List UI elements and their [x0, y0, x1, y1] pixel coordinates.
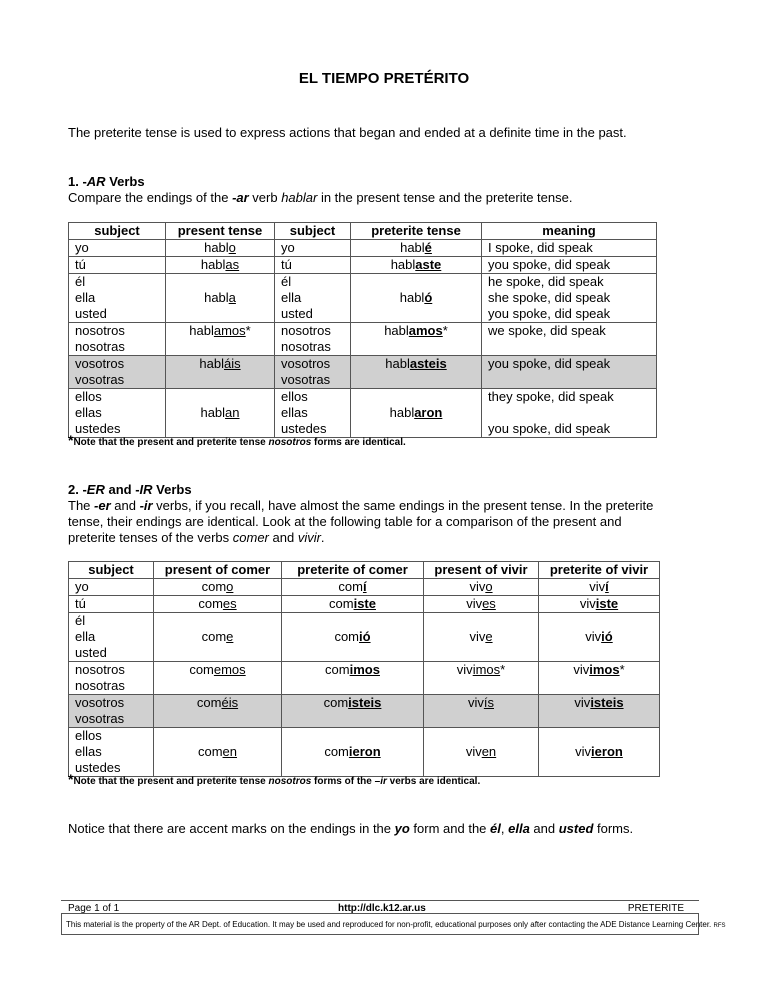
section2-heading-rest: Verbs	[152, 482, 192, 497]
meaning-cell	[482, 389, 657, 438]
stem: viv	[585, 629, 602, 644]
preterite-cell	[351, 356, 482, 389]
subject-line: nosotros	[281, 323, 331, 338]
note-text: verbs are identical.	[386, 776, 481, 787]
footer-rule	[61, 900, 699, 901]
subject-cell	[69, 323, 166, 356]
meaning-cell: I spoke, did speak	[482, 240, 657, 257]
preterite-cell	[351, 323, 482, 356]
table-row	[69, 389, 657, 438]
present-comer-cell	[154, 596, 282, 613]
subject-line: usted	[75, 306, 107, 321]
table-row	[69, 596, 660, 613]
asterisk: *	[442, 323, 448, 338]
table-row	[69, 613, 660, 662]
subject-line: él	[75, 613, 86, 628]
stem: habl	[389, 405, 415, 420]
subject-line: ellos	[75, 389, 102, 404]
footer-url[interactable]: http://dlc.k12.ar.us	[338, 903, 426, 914]
accent-text: form and the	[409, 821, 491, 836]
preterite-vivir-cell	[539, 596, 660, 613]
subject-line: ustedes	[75, 760, 121, 775]
ending: e	[226, 629, 234, 644]
ending: imos	[472, 662, 501, 677]
ending: í	[362, 579, 367, 594]
subject-line: ella	[75, 629, 96, 644]
preterite-vivir-cell	[539, 695, 660, 728]
meaning-cell: you spoke, did speak	[482, 257, 657, 274]
present-vivir-cell	[424, 728, 539, 777]
subject-cell: yo	[69, 579, 154, 596]
subject-line: ellas	[75, 744, 102, 759]
ending: o	[485, 579, 493, 594]
subject-line: usted	[75, 645, 107, 660]
col-header: preterite of comer	[282, 562, 424, 579]
subject-cell	[275, 356, 351, 389]
ending: ó	[424, 290, 433, 305]
subject-line: ella	[75, 290, 96, 305]
present-comer-cell	[154, 579, 282, 596]
table-row	[69, 695, 660, 728]
footer-page: Page 1 of 1	[68, 903, 120, 914]
section1-description	[68, 190, 708, 206]
stem: com	[323, 695, 349, 710]
ending: en	[222, 744, 238, 759]
ending: ió	[601, 629, 613, 644]
ending: imos	[349, 662, 380, 677]
subject-line: ellas	[281, 405, 308, 420]
ending: éis	[221, 695, 239, 710]
section2-description	[68, 498, 708, 546]
subject-cell	[69, 356, 166, 389]
present-comer-cell	[154, 695, 282, 728]
section1-heading-em: AR	[86, 174, 106, 189]
preterite-cell	[351, 389, 482, 438]
subject-cell: tú	[69, 257, 166, 274]
subject-cell	[69, 662, 154, 695]
desc-text: The	[68, 498, 95, 513]
desc-ending: -ar	[232, 190, 249, 205]
subject-line: nosotras	[75, 678, 125, 693]
desc-text: Compare the endings of the	[68, 190, 233, 205]
desc-verb: comer	[232, 530, 269, 545]
desc-verb: hablar	[281, 190, 318, 205]
accent-em: ella	[508, 821, 530, 836]
note-em: nosotros	[268, 776, 312, 787]
ending: ieron	[591, 744, 623, 759]
preterite-cell	[351, 257, 482, 274]
preterite-comer-cell	[282, 613, 424, 662]
subject-line: nosotros	[75, 323, 125, 338]
present-comer-cell	[154, 613, 282, 662]
stem: com	[198, 596, 223, 611]
present-cell	[166, 240, 275, 257]
stem: viv	[589, 579, 606, 594]
desc-verb: vivir	[297, 530, 321, 545]
present-cell	[166, 323, 275, 356]
stem: habl	[384, 323, 409, 338]
stem: habl	[400, 240, 425, 255]
er-ir-verbs-table	[68, 561, 660, 777]
subject-cell: yo	[69, 240, 166, 257]
preterite-comer-cell	[282, 596, 424, 613]
desc-ending: -er	[94, 498, 111, 513]
col-header: meaning	[482, 223, 657, 240]
preterite-comer-cell	[282, 579, 424, 596]
preterite-comer-cell	[282, 695, 424, 728]
subject-line: ustedes	[75, 421, 121, 436]
subject-line: vosotras	[281, 372, 331, 387]
desc-text: preterite tenses of the verbs	[68, 530, 233, 545]
subject-cell: tú	[275, 257, 351, 274]
accent-text: and	[529, 821, 559, 836]
meaning-line: you spoke, did speak	[488, 306, 611, 321]
stem: habl	[204, 290, 229, 305]
col-header: subject	[69, 223, 166, 240]
subject-line: vosotros	[75, 695, 125, 710]
stem: viv	[465, 744, 482, 759]
asterisk: *	[500, 662, 506, 677]
stem: habl	[399, 290, 425, 305]
present-vivir-cell	[424, 695, 539, 728]
stem: viv	[456, 662, 473, 677]
meaning-line: they spoke, did speak	[488, 389, 614, 404]
desc-ending: -ir	[139, 498, 153, 513]
ending: é	[424, 240, 432, 255]
stem: com	[189, 662, 214, 677]
section2-heading-em: IR	[139, 482, 153, 497]
col-header: subject	[275, 223, 351, 240]
stem: com	[197, 744, 223, 759]
stem: viv	[466, 596, 483, 611]
table-row	[69, 356, 657, 389]
ending: an	[225, 405, 240, 420]
ending: iste	[595, 596, 619, 611]
section2-heading-em: ER	[86, 482, 105, 497]
note-em: nosotros	[268, 437, 312, 448]
subject-line: ella	[281, 290, 302, 305]
table-row	[69, 728, 660, 777]
subject-line: vosotros	[75, 356, 125, 371]
meaning-spacer	[488, 405, 650, 421]
present-vivir-cell	[424, 662, 539, 695]
note-text: Note that the present and preterite tense	[73, 437, 269, 448]
present-vivir-cell	[424, 613, 539, 662]
ending: iste	[353, 596, 376, 611]
stem: habl	[385, 356, 410, 371]
subject-line: nosotros	[75, 662, 125, 677]
present-comer-cell	[154, 662, 282, 695]
desc-text: verb	[248, 190, 282, 205]
desc-line: tense, their endings are identical. Look at the following table for a comparison of the present and	[68, 514, 622, 529]
section2-heading-and: and -	[104, 482, 140, 497]
stem: com	[338, 579, 363, 594]
stem: com	[324, 744, 349, 759]
ending: isteis	[590, 695, 624, 710]
ending: amos	[408, 323, 443, 338]
subject-line: nosotras	[281, 339, 331, 354]
desc-line	[68, 530, 708, 546]
stem: habl	[200, 405, 226, 420]
ending: áis	[223, 356, 241, 371]
note-text: forms are identical.	[311, 437, 406, 448]
ending: o	[226, 579, 234, 594]
table-row	[69, 274, 657, 323]
col-header: present tense	[166, 223, 275, 240]
subject-cell	[69, 695, 154, 728]
footer-disclaimer: This material is the property of the AR Dept. of Education. It may be used and reproduced for non-profit, educational purposes only after contacting the ADE Distance Learning Center.	[66, 920, 712, 929]
table-row	[69, 257, 657, 274]
subject-cell	[275, 389, 351, 438]
stem: com	[329, 596, 354, 611]
ending: es	[222, 596, 237, 611]
ending: amos	[213, 323, 246, 338]
intro-paragraph: The preterite tense is used to express actions that began and ended at a definite time in the past.	[68, 125, 627, 140]
subject-line: ellas	[75, 405, 102, 420]
stem: habl	[204, 240, 229, 255]
accent-text: ,	[500, 821, 509, 836]
section2-note	[68, 771, 480, 787]
note-asterisk: *	[68, 432, 74, 448]
stem: habl	[390, 257, 416, 272]
footer-initials: RFS	[713, 923, 726, 929]
accent-text: forms.	[593, 821, 634, 836]
preterite-cell	[351, 240, 482, 257]
preterite-vivir-cell	[539, 579, 660, 596]
accent-em: usted	[558, 821, 594, 836]
section1-heading-rest: Verbs	[105, 174, 145, 189]
preterite-comer-cell	[282, 728, 424, 777]
subject-cell: tú	[69, 596, 154, 613]
subject-line: vosotras	[75, 711, 125, 726]
ar-verbs-table	[68, 222, 657, 438]
accent-note	[68, 821, 708, 837]
col-header: present of comer	[154, 562, 282, 579]
accent-text: Notice that there are accent marks on the endings in the	[68, 821, 395, 836]
footer-disclaimer-box	[61, 913, 726, 935]
ending: imos	[589, 662, 620, 677]
desc-text: and	[110, 498, 140, 513]
section1-note	[68, 432, 406, 448]
subject-cell: yo	[275, 240, 351, 257]
present-vivir-cell	[424, 596, 539, 613]
ending: emos	[213, 662, 246, 677]
subject-cell	[69, 728, 154, 777]
note-em: ir	[380, 776, 387, 787]
section2-heading	[68, 482, 708, 498]
subject-line: vosotras	[75, 372, 125, 387]
desc-text: .	[320, 530, 325, 545]
ending: í	[605, 579, 609, 594]
section1-heading	[68, 174, 708, 190]
present-cell	[166, 274, 275, 323]
col-header: preterite tense	[351, 223, 482, 240]
ending: asteis	[409, 356, 447, 371]
ending: es	[482, 596, 496, 611]
subject-cell	[69, 389, 166, 438]
meaning-line: she spoke, did speak	[488, 290, 611, 305]
subject-line: ellos	[75, 728, 102, 743]
table-row	[69, 662, 660, 695]
stem: viv	[469, 629, 486, 644]
ending: ís	[483, 695, 494, 710]
note-text: Note that the present and preterite tense	[73, 776, 269, 787]
meaning-cell: we spoke, did speak	[482, 323, 657, 356]
subject-cell	[275, 323, 351, 356]
stem: viv	[467, 695, 484, 710]
table-row	[69, 579, 660, 596]
ending: en	[481, 744, 497, 759]
present-comer-cell	[154, 728, 282, 777]
note-text: forms of the –	[311, 776, 381, 787]
ending: isteis	[348, 695, 382, 710]
col-header: present of vivir	[424, 562, 539, 579]
preterite-vivir-cell	[539, 662, 660, 695]
subject-line: usted	[281, 306, 313, 321]
stem: viv	[573, 662, 590, 677]
ending: aste	[415, 257, 442, 272]
preterite-comer-cell	[282, 662, 424, 695]
meaning-cell	[482, 274, 657, 323]
meaning-line: he spoke, did speak	[488, 274, 604, 289]
asterisk: *	[245, 323, 251, 338]
subject-line: él	[75, 274, 86, 289]
subject-line: él	[281, 274, 292, 289]
table-row	[69, 323, 657, 356]
present-cell	[166, 356, 275, 389]
stem: com	[201, 579, 227, 594]
subject-cell	[275, 274, 351, 323]
ending: o	[228, 240, 236, 255]
note-asterisk: *	[68, 771, 74, 787]
stem: com	[201, 629, 227, 644]
table-row	[69, 240, 657, 257]
ending: ió	[359, 629, 371, 644]
subject-cell	[69, 613, 154, 662]
present-cell	[166, 257, 275, 274]
section1-heading-num: 1. -	[68, 174, 87, 189]
page-title: EL TIEMPO PRETÉRITO	[298, 70, 470, 87]
footer-label: PRETERITE	[627, 903, 684, 914]
meaning-line: you spoke, did speak	[488, 421, 611, 436]
accent-em: yo	[394, 821, 410, 836]
stem: viv	[579, 596, 596, 611]
ending: aron	[414, 405, 443, 420]
subject-cell	[69, 274, 166, 323]
stem: viv	[469, 579, 486, 594]
subject-line: ellos	[281, 389, 308, 404]
subject-line: ustedes	[281, 421, 327, 436]
stem: com	[325, 662, 350, 677]
stem: habl	[199, 356, 224, 371]
stem: viv	[574, 695, 591, 710]
desc-text: in the present tense and the preterite tense.	[317, 190, 573, 205]
stem: habl	[200, 257, 226, 272]
ending: e	[485, 629, 493, 644]
ending: a	[228, 290, 236, 305]
stem: com	[196, 695, 222, 710]
stem: com	[334, 629, 359, 644]
stem: habl	[189, 323, 214, 338]
col-header: subject	[69, 562, 154, 579]
stem: viv	[575, 744, 592, 759]
desc-line	[68, 498, 708, 514]
col-header: preterite of vivir	[539, 562, 660, 579]
asterisk: *	[619, 662, 625, 677]
preterite-vivir-cell	[539, 728, 660, 777]
preterite-cell	[351, 274, 482, 323]
present-cell	[166, 389, 275, 438]
present-vivir-cell	[424, 579, 539, 596]
meaning-cell: you spoke, did speak	[482, 356, 657, 389]
desc-text: and	[268, 530, 298, 545]
section2-heading-num: 2. -	[68, 482, 87, 497]
preterite-vivir-cell	[539, 613, 660, 662]
subject-line: nosotras	[75, 339, 125, 354]
desc-text: verbs, if you recall, have almost the same endings in the present tense. In the preterite	[152, 498, 654, 513]
ending: as	[225, 257, 240, 272]
accent-em: él	[490, 821, 501, 836]
ending: ieron	[348, 744, 381, 759]
subject-line: vosotros	[281, 356, 331, 371]
